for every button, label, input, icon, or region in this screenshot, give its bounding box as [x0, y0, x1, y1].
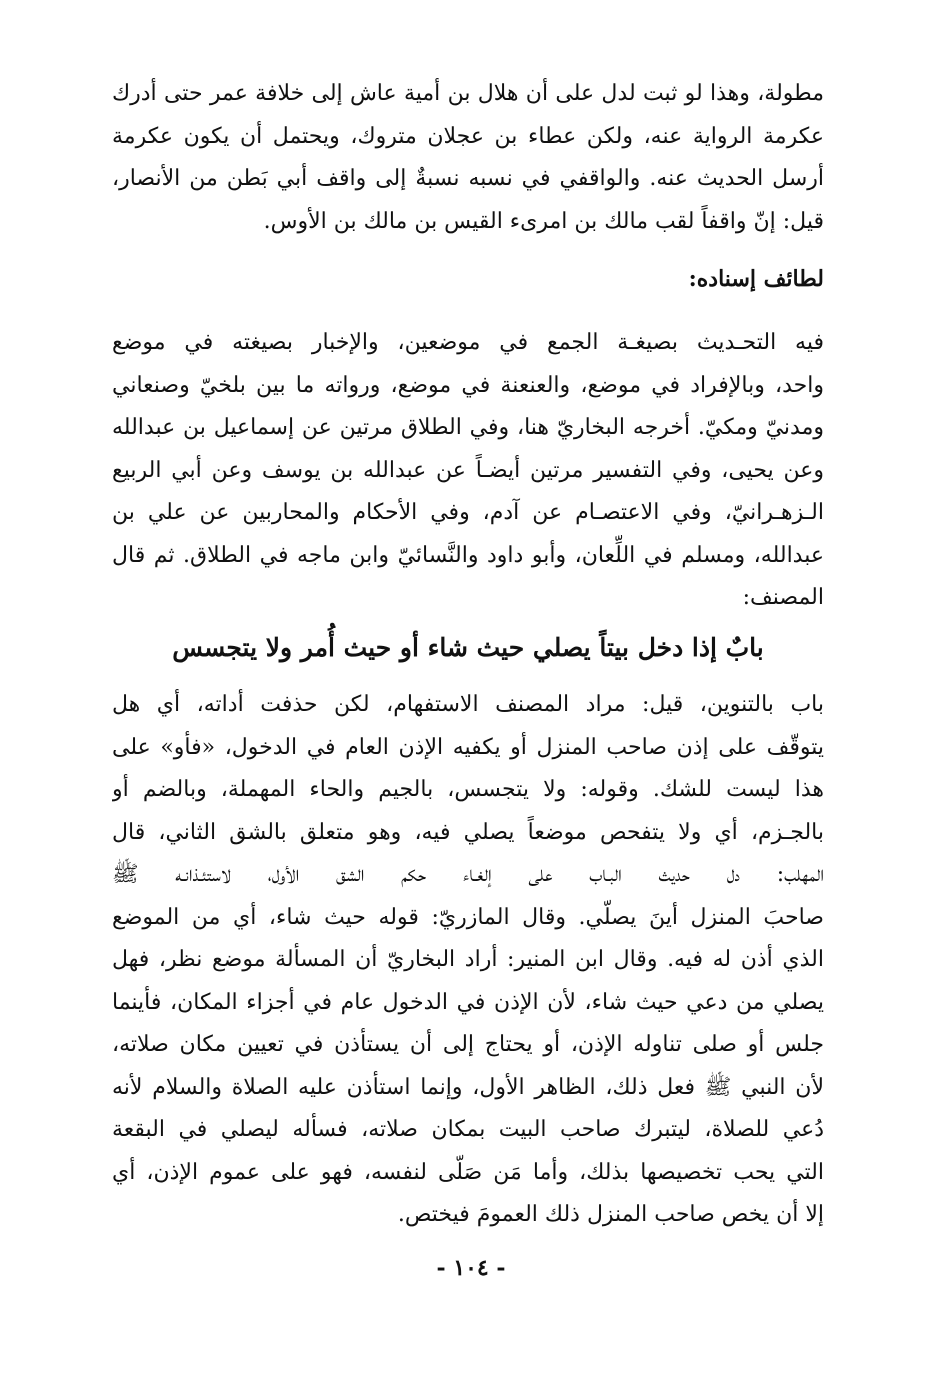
page-number: - ١٠٤ -: [436, 1255, 506, 1281]
text-line: مطولة، وهذا لو ثبت لدل على أن هلال بن أمية عاش إلى خلافة عمر حتى أدرك: [112, 81, 824, 106]
text-line: هذا ليست للشك. وقوله: ولا يتجسس، بالجيم والحاء المهملة، وبالضم أو: [112, 777, 824, 802]
text-line: باب بالتنوين، قيل: مراد المصنف الاستفهام، لكن حذفت أداته، أي هل: [112, 692, 824, 717]
text-line: عكرمة الرواية عنه، ولكن عطاء بن عجلان متروك، ويحتمل أن يكون عكرمة: [112, 123, 824, 149]
section-heading: لطائف إسناده:: [688, 266, 824, 292]
text-line: إلا أن يخص صاحب المنزل ذلك العمومَ فيختص.: [397, 1202, 824, 1227]
chapter-heading: بابٌ إذا دخل بيتاً يصلي حيث شاء أو حيث أُمر ولا يتجسس: [172, 633, 764, 662]
text-line: صاحبَ المنزل أينَ يصلّي. وقال المازريّ: قوله حيث شاء، أي من الموضع: [112, 904, 824, 930]
text-line: ومدنيّ ومكيّ. أخرجه البخاريّ هنا، وفي الطلاق مرتين عن إسماعيل بن عبدالله: [112, 415, 824, 440]
text-line: يتوقّف على إذن صاحب المنزل أو يكفيه الإذن العام في الدخول، «فأو» على: [112, 734, 824, 760]
text-line: المصنف:: [742, 585, 824, 610]
text-line: التي يحب تخصيصها بذلك، وأما مَن صَلّى لنفسه، فهو على عموم الإذن، أي: [112, 1159, 824, 1185]
paragraph-isnad-notes: [112, 322, 824, 620]
paragraph-chapter-commentary: [112, 684, 824, 1237]
text-line: جلس أو صلى تناوله الإذن، أو يحتاج إلى أن يستأذن في تعيين مكان صلاته،: [112, 1032, 824, 1057]
text-line: لأن النبي ﷺ فعل ذلك، الظاهر الأول، وإنما استأذن عليه الصلاة والسلام لأنه: [112, 1074, 824, 1100]
text-line: دُعي للصلاة، ليتبرك صاحب البيت بمكان صلاته، فسأله ليصلي في البقعة: [112, 1117, 824, 1142]
text-line: الذي أذن له فيه. وقال ابن المنير: أراد البخاريّ أن المسألة موضع نظر، فهل: [112, 947, 824, 972]
text-line: فيه التحـديث بصيغـة الجمع في موضعين، والإخبار بصيغته في موضع: [112, 330, 824, 355]
text-line: يصلي من دعي حيث شاء، لأن الإذن في الدخول عام في أجزاء المكان، فأينما: [112, 989, 824, 1015]
paragraph-narration-note: [112, 73, 824, 243]
text-line: المهلب: دل حديث البـاب على إلغـاء حكم الشق الأول، لاستئـذانـه ﷺ: [112, 862, 824, 887]
text-line: عبدالله، ومسلم في اللِّعان، وأبو داود والنَّسائيّ وابن ماجه في الطلاق. ثم قال: [112, 542, 824, 568]
text-line: أرسل الحديث عنه. والواقفي في نسبه نسبةٌ إلى واقف أبي بَطن من الأنصار،: [112, 166, 824, 191]
text-line: قيل: إنّ واقفاً لقب مالك بن امرىء القيس بن مالك بن الأوس.: [263, 208, 824, 234]
text-line: واحد، وبالإفراد في موضع، والعنعنة في موضع، ورواته ما بين بلخيّ وصنعاني: [112, 372, 824, 398]
text-line: وعن يحيى، وفي التفسير مرتين أيضـاً عن عبدالله بن يوسف وعن أبي الربيع: [112, 457, 824, 483]
text-line: بالجـزم، أي ولا يتفحص موضعاً يصلي فيه، وهو متعلق بالشق الثاني، قال: [112, 819, 824, 845]
text-line: الـزهـرانيّ، وفي الاعتصـام عن آدم، وفي الأحكام والمحاربين عن علي بن: [112, 500, 824, 525]
